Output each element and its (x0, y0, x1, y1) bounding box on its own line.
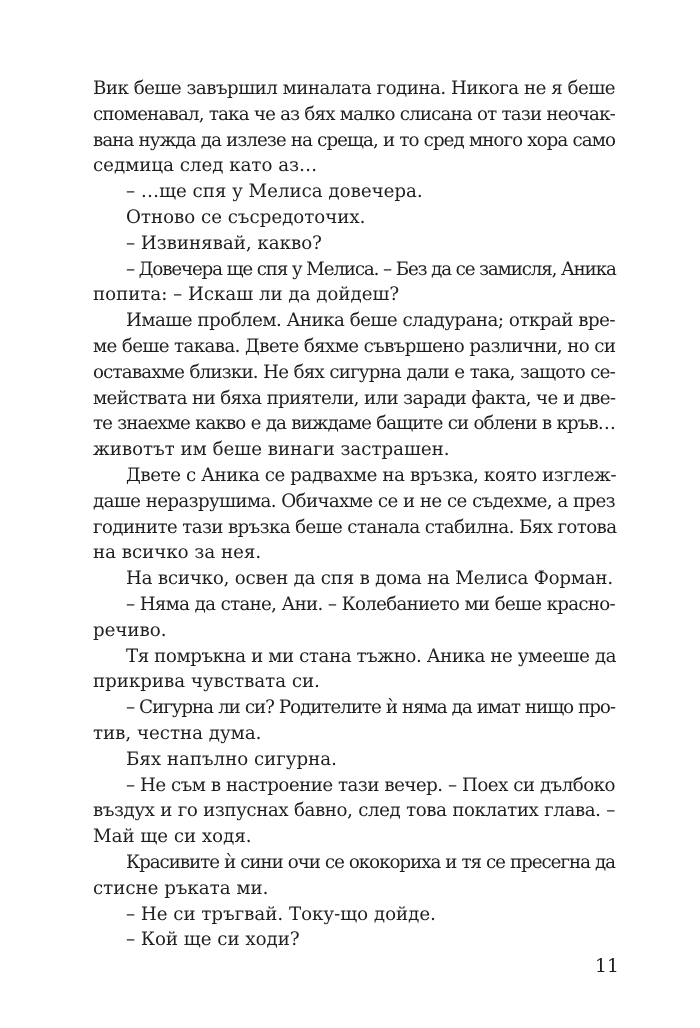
text-line: – Няма да стане, Ани. – Колебанието ми беше красно- (126, 593, 615, 615)
text-line: – Кой ще си ходи? (126, 929, 300, 951)
text-line: Отново се съсредоточих. (126, 206, 366, 228)
text-line: вана нужда да излезе на среща, и то сред много хора само (93, 129, 615, 151)
text-line: оставахме близки. Не бях сигурна дали е така, защото се- (93, 361, 615, 383)
text-line: Май ще си ходя. (93, 826, 252, 848)
text-line: – Не си тръгвай. Току-що дойде. (126, 903, 436, 925)
text-line: – Извинявай, какво? (126, 232, 322, 254)
text-line: – Довечера ще спя у Мелиса. – Без да се замисля, Аника (126, 258, 616, 280)
text-line: ме беше такава. Двете бяхме съвършено различни, но си (93, 335, 616, 357)
text-line: – Не съм в настроение тази вечер. – Поех си дълбоко (126, 774, 615, 796)
text-line: – …ще спя у Мелиса довечера. (126, 181, 423, 203)
text-line: стисне ръката ми. (93, 877, 269, 899)
text-line: на всичко за нея. (93, 542, 262, 564)
text-line: речиво. (93, 619, 167, 641)
text-line: – Сигурна ли си? Родителите ѝ няма да имат нищо про- (126, 697, 615, 719)
text-line: попита: – Искаш ли да дойдеш? (93, 284, 400, 306)
text-line: Бях напълно сигурна. (126, 748, 337, 770)
text-line: тив, честна дума. (93, 722, 262, 744)
text-line: въздух и го изпуснах бавно, след това поклатих глава. – (93, 800, 615, 822)
text-line: седмица след като аз… (93, 155, 318, 177)
text-line: те знаехме какво е да виждаме бащите си облени в кръв… (93, 413, 615, 435)
text-line: животът им беше винаги застрашен. (93, 439, 450, 461)
text-line: Вик беше завършил миналата година. Никога не я беше (93, 78, 615, 99)
page-number: 11 (594, 955, 619, 977)
text-line: На всичко, освен да спя в дома на Мелиса Форман. (126, 568, 613, 590)
text-line: прикрива чувствата си. (93, 671, 320, 693)
text-line: годините тази връзка беше станала стабилна. Бях готова (93, 516, 617, 538)
body-text (93, 76, 615, 953)
text-line: споменавал, така че аз бях малко слисана от тази неочак- (93, 103, 615, 125)
text-line: Имаше проблем. Аника беше сладурана; открай вре- (126, 310, 615, 332)
text-line: Двете с Аника се радвахме на връзка, която изглеж- (126, 464, 617, 486)
text-line: Тя помръкна и ми стана тъжно. Аника не умееше да (126, 645, 617, 667)
text-line: даше неразрушима. Обичахме се и не се съдехме, а през (93, 490, 615, 512)
text-line: Красивите ѝ сини очи се ококориха и тя се пресегна да (126, 851, 615, 873)
text-line: мействата ни бяха приятели, или заради факта, че и две- (93, 387, 616, 409)
